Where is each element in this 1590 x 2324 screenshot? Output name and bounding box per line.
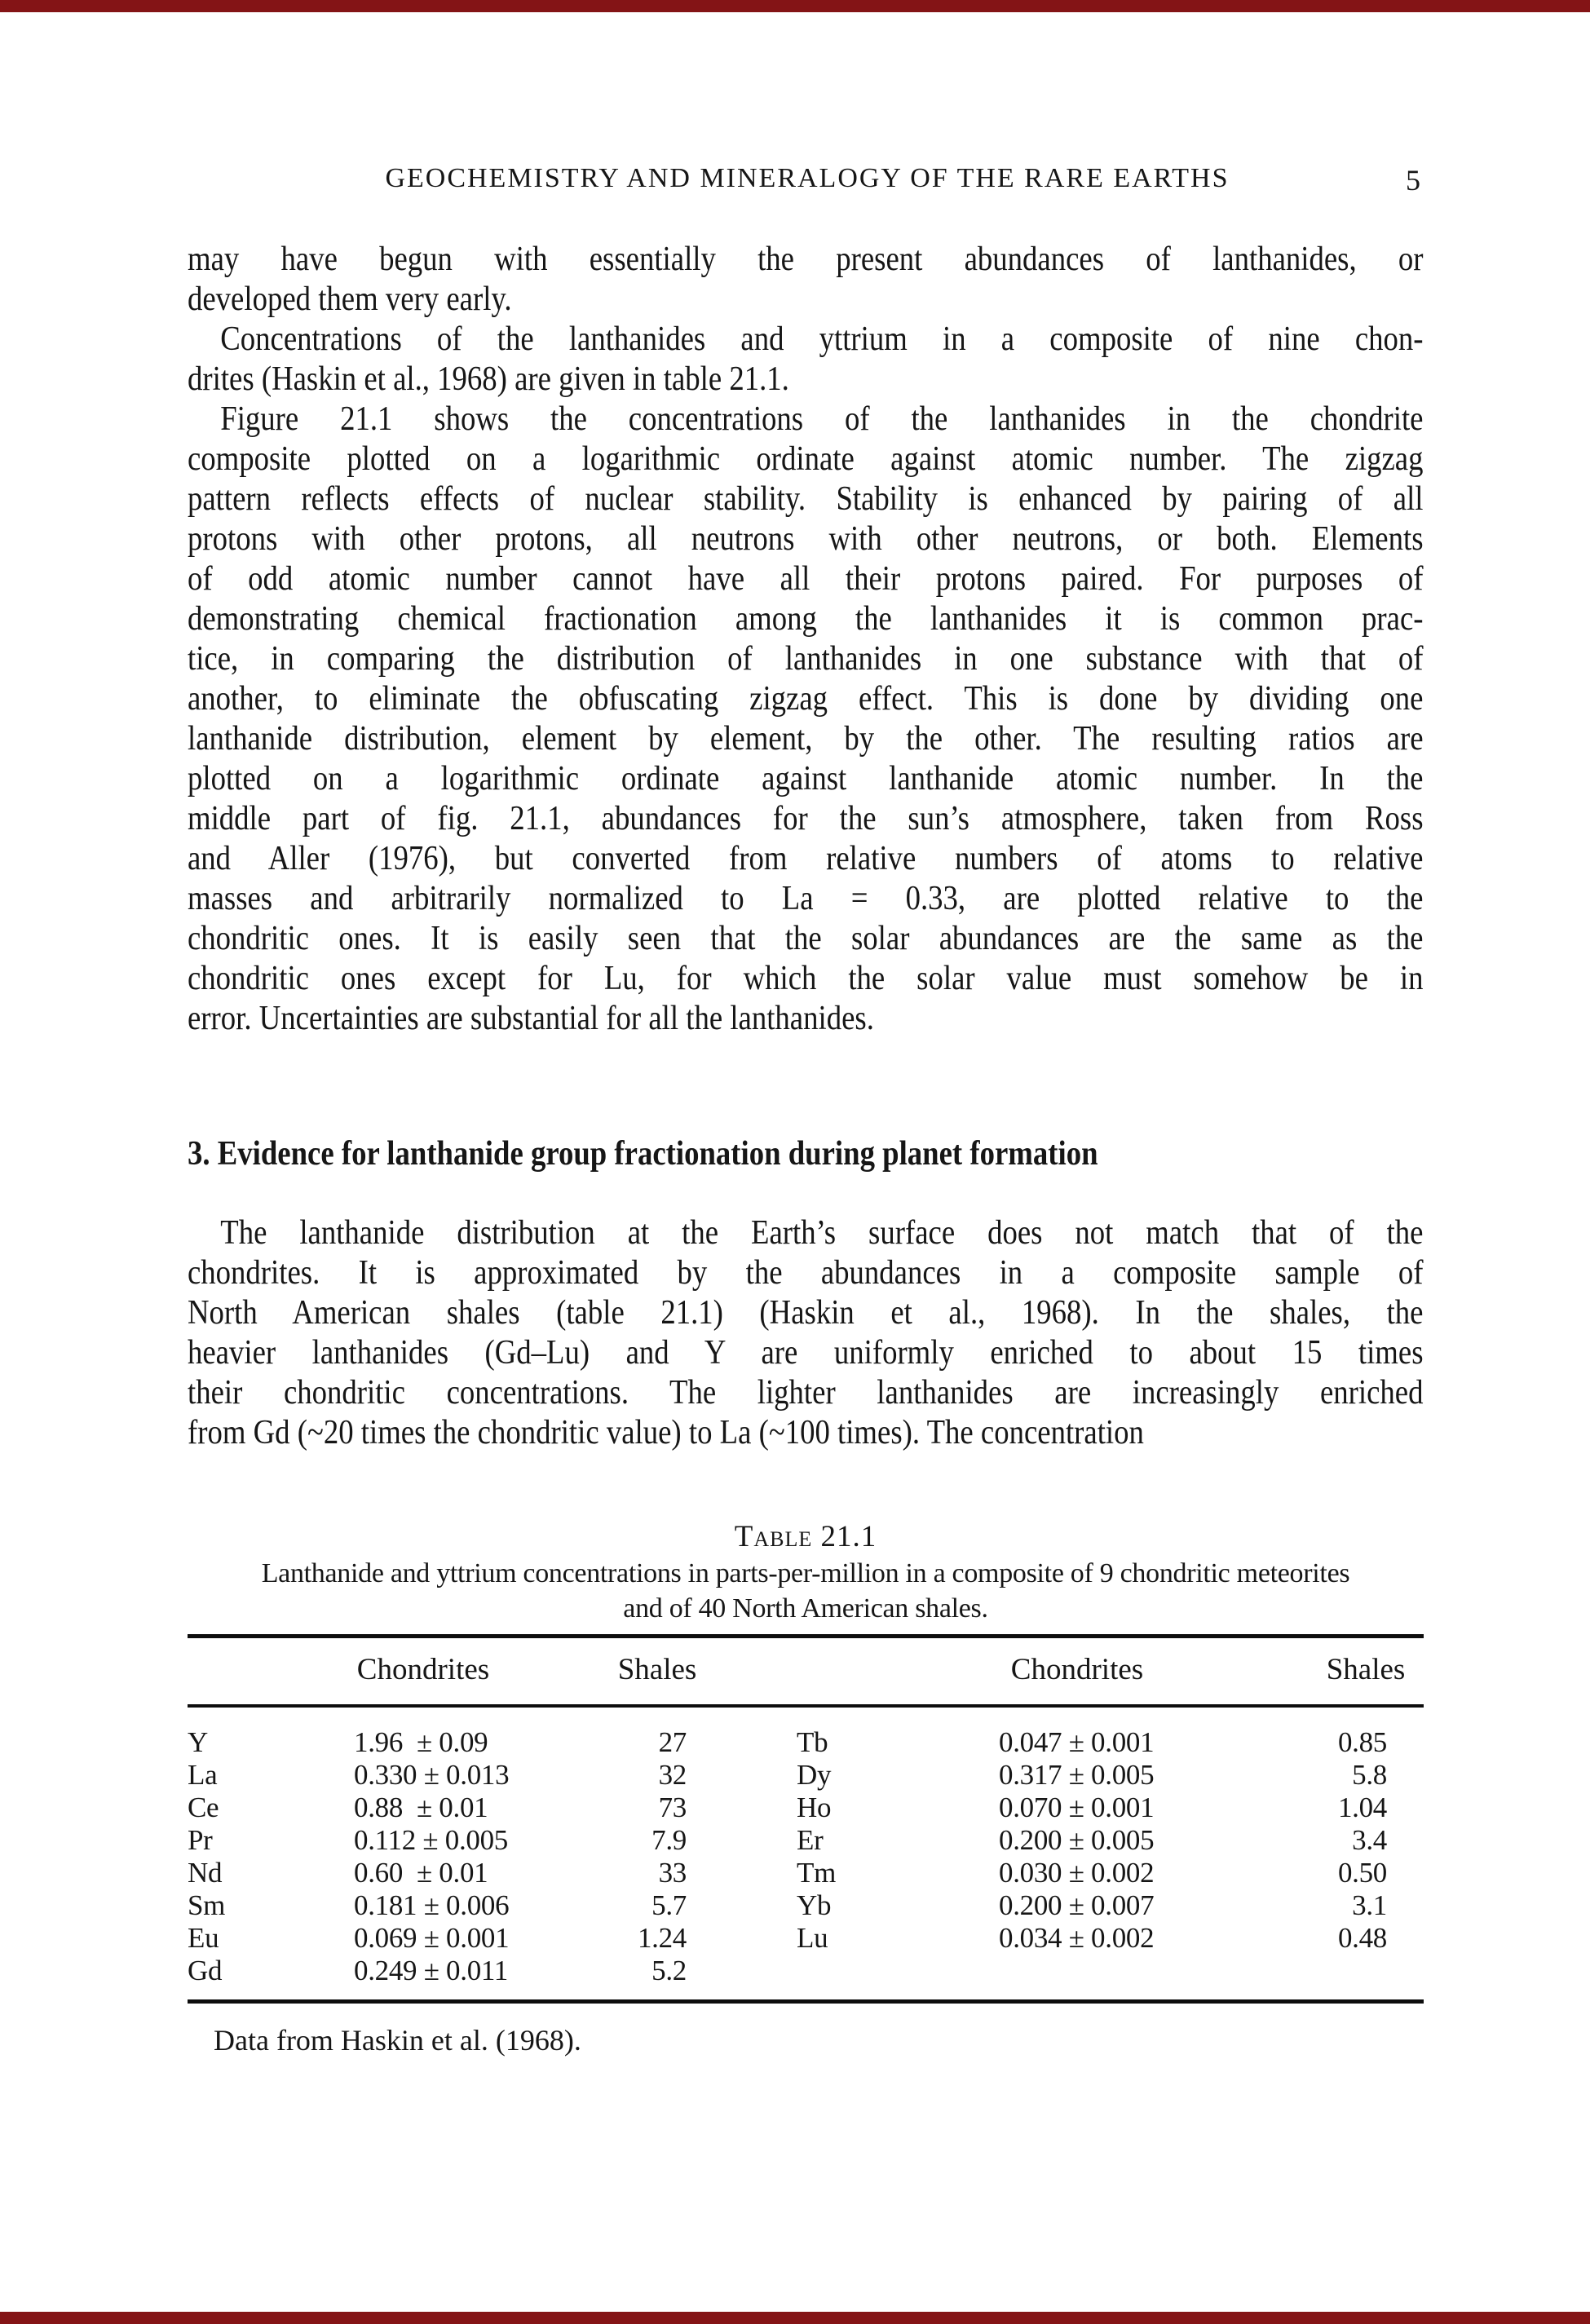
page-number: 5 <box>1406 164 1420 197</box>
text-line: heavier lanthanides (Gd–Lu) and Y are uniformly enriched to about 15 times <box>188 1334 1424 1372</box>
text-line: and Aller (1976), but converted from relative numbers of atoms to relative <box>188 840 1424 877</box>
text-line: from Gd (~20 times the chondritic value) to La (~100 times). The concentration <box>188 1414 1144 1451</box>
chondrite-value: 0.330 ± 0.013 <box>354 1759 510 1791</box>
chondrite-value: 0.112 ± 0.005 <box>354 1824 509 1856</box>
shale-value: 5.7 <box>651 1889 687 1921</box>
table-header-row <box>188 1652 1424 1688</box>
paragraph-group-1 <box>188 240 1424 1039</box>
column-header-chondrites-left: Chondrites <box>356 1653 490 1686</box>
text-line: error. Uncertainties are substantial for all the lanthanides. <box>188 1000 874 1037</box>
shale-value: 7.9 <box>651 1824 687 1856</box>
shale-value: 0.48 <box>1337 1922 1387 1954</box>
running-head <box>189 163 1425 197</box>
element-symbol: Lu <box>797 1922 828 1954</box>
shale-value: 5.2 <box>651 1955 687 1986</box>
chondrite-value: 0.249 ± 0.011 <box>354 1955 509 1986</box>
chondrite-value: 0.317 ± 0.005 <box>999 1759 1155 1791</box>
element-symbol: Er <box>797 1824 824 1856</box>
chondrite-value: 0.60 ± 0.01 <box>354 1857 488 1889</box>
element-symbol: Yb <box>797 1889 832 1921</box>
table-row <box>188 1955 1424 1987</box>
text-line: may have begun with essentially the present abundances of lanthanides, or <box>188 241 1424 278</box>
table-rule-top <box>188 1634 1424 1638</box>
shale-value: 33 <box>658 1857 687 1889</box>
text-line: tice, in comparing the distribution of lanthanides in one substance with that of <box>188 640 1424 678</box>
body-text <box>188 240 1424 1453</box>
element-symbol: Gd <box>188 1955 223 1986</box>
element-symbol: Nd <box>188 1857 223 1889</box>
chondrite-value: 0.181 ± 0.006 <box>354 1889 510 1921</box>
column-header-shales-left: Shales <box>617 1653 697 1686</box>
shale-value: 1.04 <box>1337 1792 1387 1823</box>
element-symbol: Tb <box>797 1726 828 1758</box>
text-line: The lanthanide distribution at the Earth’s surface does not match that of the <box>220 1214 1424 1252</box>
text-line: another, to eliminate the obfuscating zigzag effect. This is done by dividing one <box>188 680 1424 718</box>
table-row <box>188 1889 1424 1922</box>
table-row <box>188 1922 1424 1955</box>
element-symbol: Y <box>188 1726 208 1758</box>
text-line: plotted on a logarithmic ordinate against lanthanide atomic number. In the <box>188 760 1424 797</box>
element-symbol: Sm <box>188 1889 226 1921</box>
table-row <box>188 1824 1424 1857</box>
text-line: chondrites. It is approximated by the abundances in a composite sample of <box>188 1254 1424 1292</box>
scan-edge-bar-top <box>0 0 1590 12</box>
table-caption-line-2: and of 40 North American shales. <box>623 1593 988 1624</box>
text-line: Concentrations of the lanthanides and yttrium in a composite of nine chon- <box>220 320 1424 358</box>
element-symbol: Ce <box>188 1792 219 1823</box>
scan-edge-bar-bottom <box>0 2312 1590 2324</box>
table-row <box>188 1857 1424 1889</box>
shale-value: 3.4 <box>1352 1824 1387 1856</box>
shale-value: 32 <box>658 1759 687 1791</box>
element-symbol: Eu <box>188 1922 219 1954</box>
text-line: composite plotted on a logarithmic ordinate against atomic number. The zigzag <box>188 440 1424 478</box>
chondrite-value: 0.034 ± 0.002 <box>999 1922 1155 1954</box>
element-symbol: Ho <box>797 1792 832 1823</box>
table-row <box>188 1726 1424 1759</box>
shale-value: 0.85 <box>1337 1726 1387 1758</box>
text-line: middle part of fig. 21.1, abundances for the sun’s atmosphere, taken from Ross <box>188 800 1424 837</box>
table-body <box>188 1726 1424 1987</box>
chondrite-value: 0.88 ± 0.01 <box>354 1792 488 1823</box>
table-row <box>188 1792 1424 1824</box>
chondrite-value: 0.069 ± 0.001 <box>354 1922 510 1954</box>
chondrite-value: 1.96 ± 0.09 <box>354 1726 488 1758</box>
shale-value: 5.8 <box>1352 1759 1387 1791</box>
element-symbol: Dy <box>797 1759 832 1791</box>
element-symbol: La <box>188 1759 218 1791</box>
section-heading: 3. Evidence for lanthanide group fractionation during planet formation <box>188 1135 1098 1173</box>
text-line: their chondritic concentrations. The lighter lanthanides are increasingly enriched <box>188 1374 1424 1412</box>
column-header-shales-right: Shales <box>1326 1653 1406 1686</box>
text-line: of odd atomic number cannot have all their protons paired. For purposes of <box>188 560 1424 598</box>
shale-value: 73 <box>658 1792 687 1823</box>
chondrite-value: 0.200 ± 0.005 <box>999 1824 1155 1856</box>
text-line: drites (Haskin et al., 1968) are given in table 21.1. <box>188 360 789 398</box>
shale-value: 0.50 <box>1337 1857 1387 1889</box>
table-rule-bottom <box>188 1999 1424 2004</box>
table-rule-header <box>188 1704 1424 1708</box>
chondrite-value: 0.070 ± 0.001 <box>999 1792 1155 1823</box>
text-line: North American shales (table 21.1) (Haskin et al., 1968). In the shales, the <box>188 1294 1424 1332</box>
paragraph-group-2 <box>188 1213 1424 1453</box>
chondrite-value: 0.047 ± 0.001 <box>999 1726 1155 1758</box>
chondrite-value: 0.030 ± 0.002 <box>999 1857 1155 1889</box>
text-line: Figure 21.1 shows the concentrations of the lanthanides in the chondrite <box>220 400 1424 438</box>
running-head-title: GEOCHEMISTRY AND MINERALOGY OF THE RARE EARTHS <box>385 163 1230 193</box>
text-line: demonstrating chemical fractionation among the lanthanides it is common prac- <box>188 600 1424 638</box>
text-line: developed them very early. <box>188 281 512 318</box>
shale-value: 27 <box>658 1726 687 1758</box>
text-line: pattern reflects effects of nuclear stability. Stability is enhanced by pairing of all <box>188 480 1424 518</box>
element-symbol: Tm <box>797 1857 837 1889</box>
column-header-chondrites-right: Chondrites <box>1010 1653 1144 1686</box>
table-label: Table 21.1 <box>734 1520 877 1553</box>
text-line: masses and arbitrarily normalized to La = 0.33, are plotted relative to the <box>188 880 1424 917</box>
table-row <box>188 1759 1424 1792</box>
element-symbol: Pr <box>188 1824 213 1856</box>
text-line: lanthanide distribution, element by element, by the other. The resulting ratios are <box>188 720 1424 758</box>
text-line: protons with other protons, all neutrons with other neutrons, or both. Elements <box>188 520 1424 558</box>
table-caption-line-1: Lanthanide and yttrium concentrations in parts-per-million in a composite of 9 chondritic meteorites <box>261 1558 1350 1588</box>
table-footnote: Data from Haskin et al. (1968). <box>214 2024 581 2057</box>
shale-value: 1.24 <box>637 1922 687 1954</box>
text-line: chondritic ones except for Lu, for which the solar value must somehow be in <box>188 960 1424 997</box>
chondrite-value: 0.200 ± 0.007 <box>999 1889 1155 1921</box>
table-caption-block <box>188 1518 1424 1626</box>
text-line: chondritic ones. It is easily seen that the solar abundances are the same as the <box>188 920 1424 957</box>
shale-value: 3.1 <box>1352 1889 1387 1921</box>
